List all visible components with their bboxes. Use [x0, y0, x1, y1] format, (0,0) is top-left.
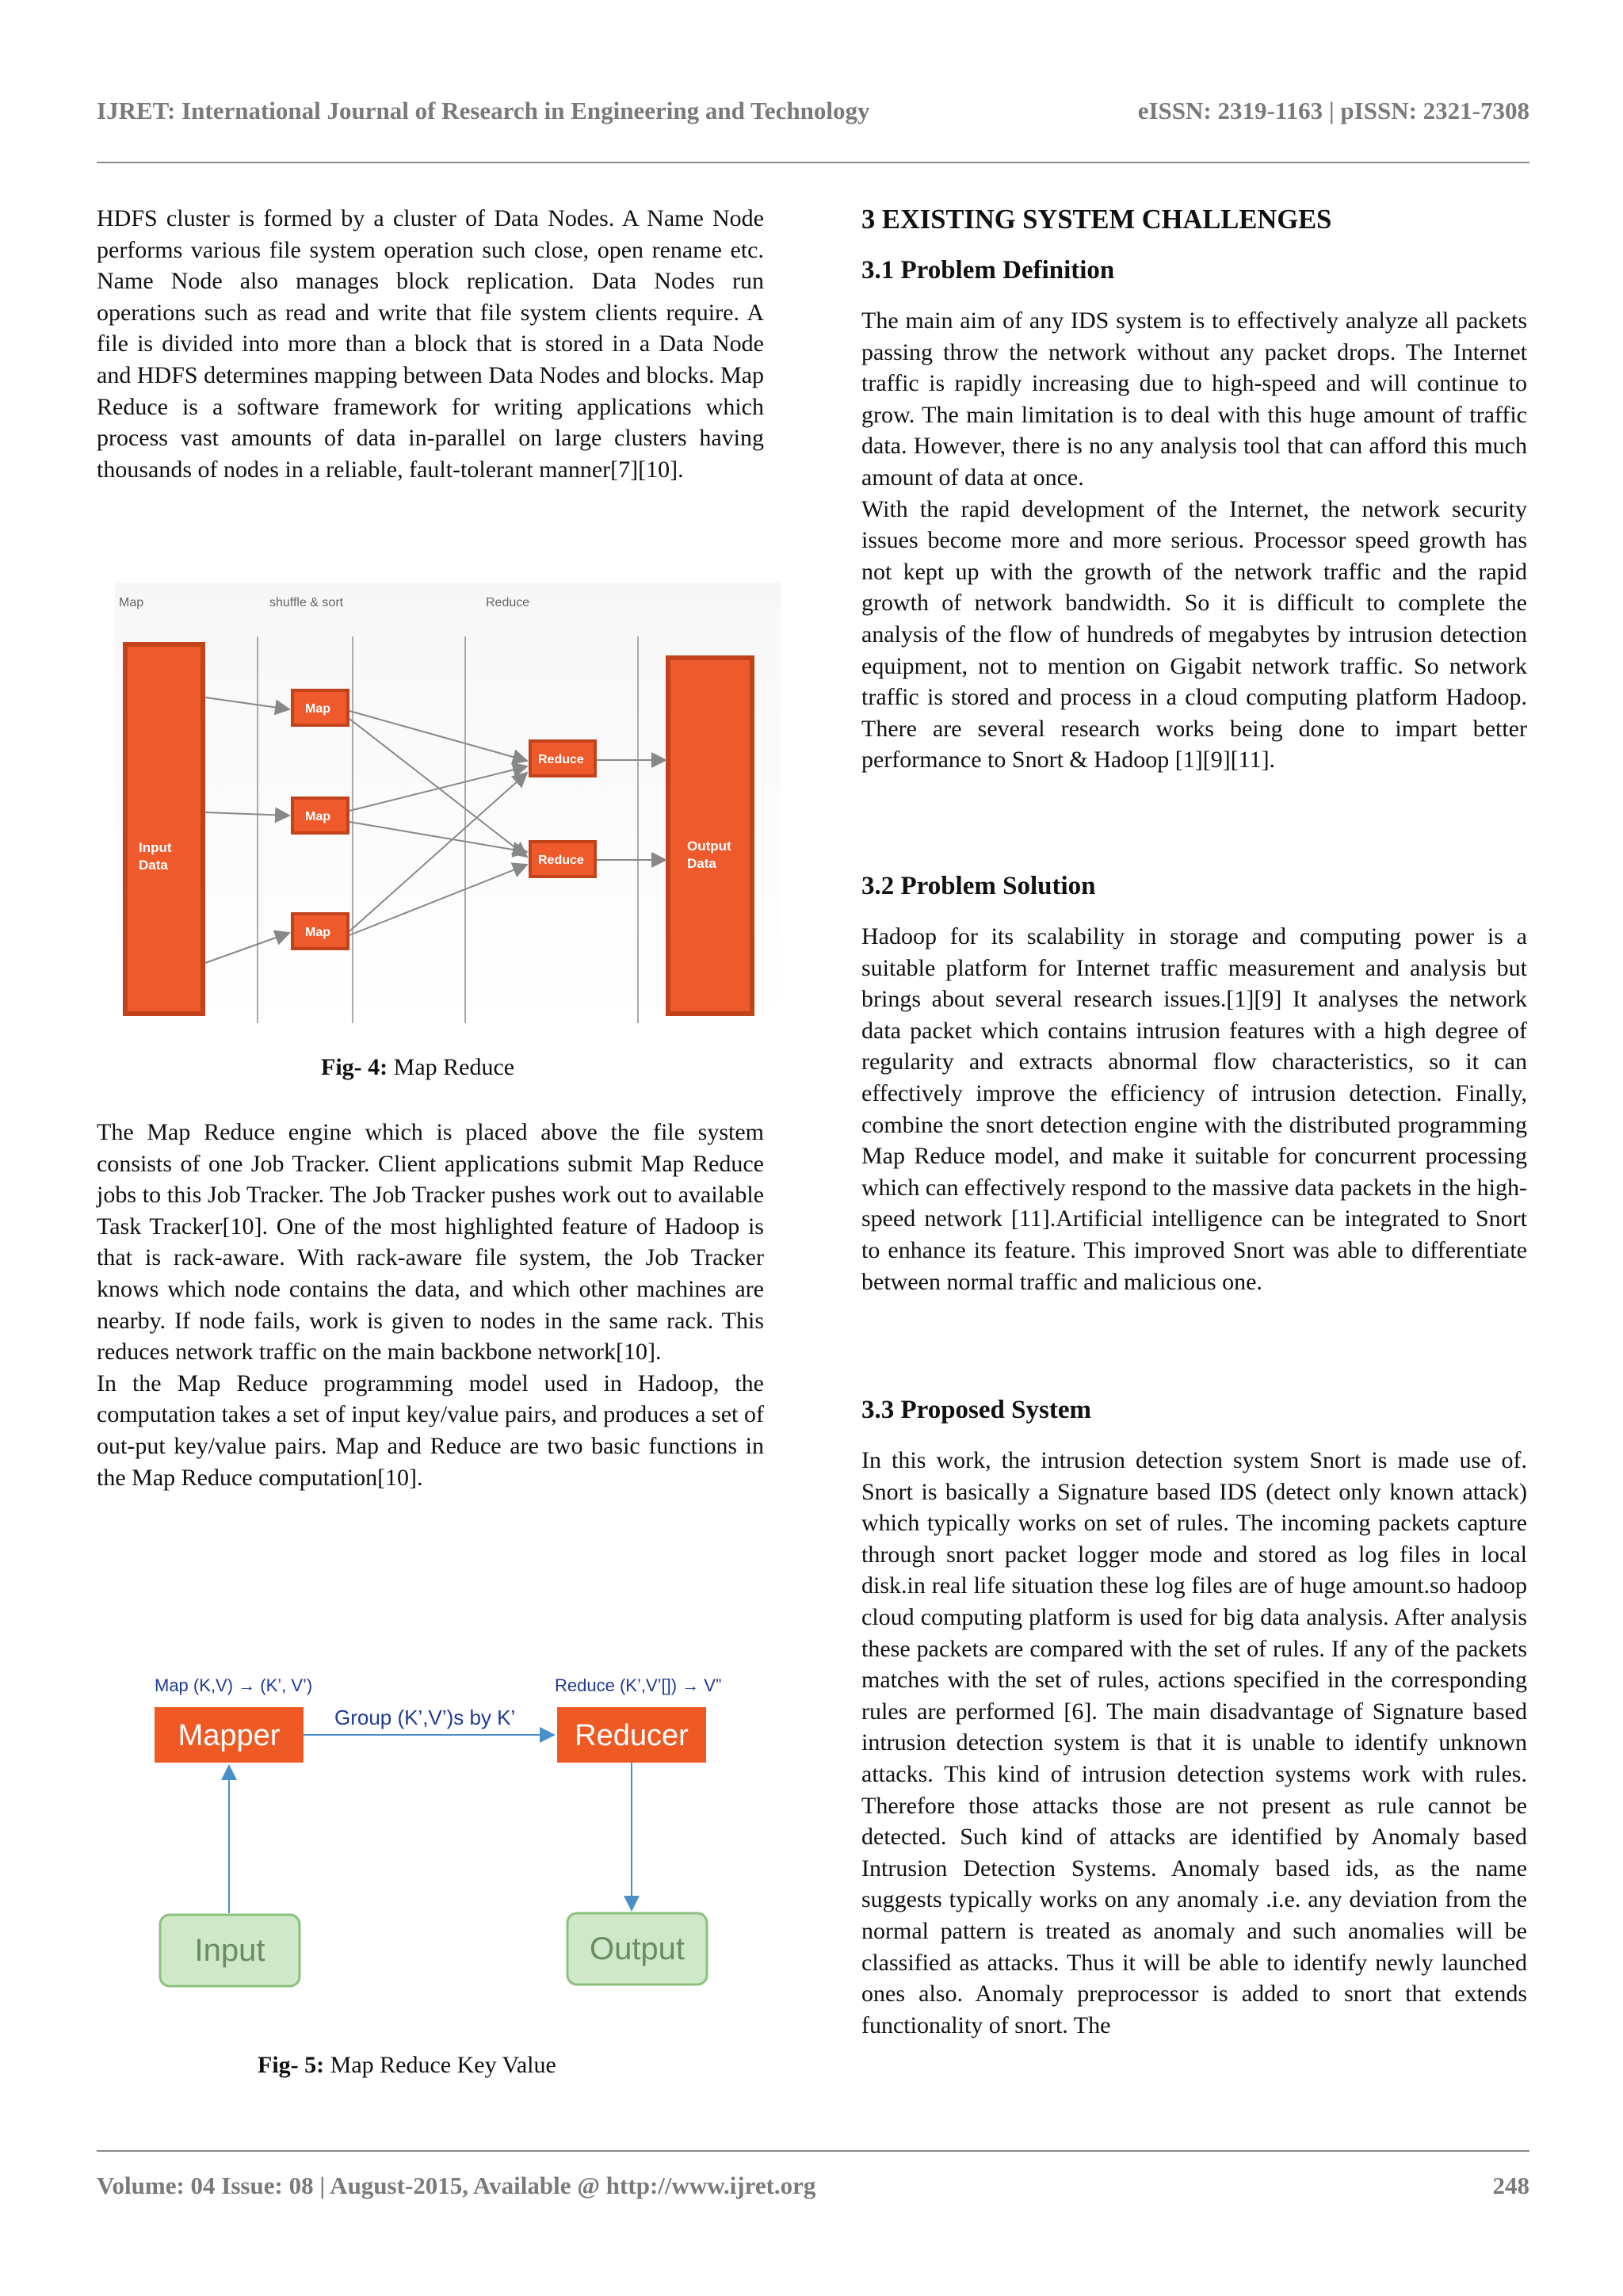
section-heading: 3 EXISTING SYSTEM CHALLENGES: [861, 204, 1332, 235]
header-rule: [97, 162, 1529, 163]
svg-text:Reduce: Reduce: [538, 753, 584, 766]
svg-text:Data: Data: [139, 858, 168, 873]
subsection-heading: 3.1 Problem Definition: [861, 256, 1115, 285]
reduce-box: [529, 739, 597, 777]
paragraph-text: The main aim of any IDS system is to effectively analyze all packets passing throw the network without any packet drops. The Internet traffic is rapidly increasing due to high-speed and will continue to grow. The main limitation is to deal with this huge amount of traffic data. However, there is no any analysis tool that can afford this much amount of data at once.: [861, 308, 1527, 491]
reduce-signature: Reduce (K’,V’[]) → V”: [555, 1675, 722, 1695]
map-box: [291, 797, 349, 835]
subsection-heading: 3.3 Proposed System: [861, 1396, 1091, 1424]
paragraph-text: HDFS cluster is formed by a cluster of Data Nodes. A Name Node performs various file system operation such close, open rename etc. Name Node also manages block replication. Data Nodes run operations such as read and write that file system clients require. A file is divided into more than a block that is stored in a Data Node and HDFS determines mapping between Data Nodes and blocks. Map Reduce is a software framework for writing applications which process vast amounts of data in-parallel on large clusters having thousands of nodes in a reliable, fault-tolerant manner[7][10].: [97, 205, 764, 483]
map-reduce-diagram: [115, 583, 781, 1026]
stage-label-map: Map: [119, 596, 144, 609]
svg-text:Output: Output: [687, 839, 731, 854]
map-box: [291, 912, 349, 950]
paragraph-text: In this work, the intrusion detection system Snort is made use of. Snort is basically a Signature based IDS (detect only known attack) which typically works on set of rules. The incoming packets capture through snort packet logger mode and stored as log files in local disk.in real life situation these log files are of huge amount.so hadoop cloud computing platform is used for big data analysis. After analysis these packets are compared with the set of rules. If any of the packets matches with the set of rules, actions specified in the corresponding rules are performed [6]. The main disadvantage of Signature based intrusion detection system is that it is unable to identify unknown attacks. This kind of intrusion detection systems work with rules. Therefore those attacks those are not present as rule cannot be detected. Such kind of attacks are identified by Anomaly based Intrusion Detection Systems. Anomaly based ids, as the name suggests typically works on any anomaly .i.e. any deviation from the normal pattern is treated as anomaly and such anomalies will be classified as attacks. Thus it will be able to identify newly launched ones also. Anomaly preprocessor is added to snort that extends functionality of snort. The: [861, 1447, 1527, 2038]
paragraph-problem-definition: [861, 305, 1527, 776]
journal-name: IJRET: International Journal of Research in Engineering and Technology: [97, 97, 870, 124]
svg-text:Output: Output: [589, 1931, 685, 1966]
mapper-box: [155, 1707, 304, 1763]
paragraph-proposed-system: [861, 1445, 1527, 2041]
paragraph-job-tracker: [97, 1117, 764, 1493]
caption-label: Fig- 4:: [321, 1054, 388, 1080]
svg-text:Data: Data: [687, 856, 716, 871]
footer-rule: [97, 2150, 1529, 2152]
figure-map-reduce: [115, 583, 781, 1026]
paragraph-text: In the Map Reduce programming model used in Hadoop, the computation takes a set of input key/value pairs, and produces a set of out-put key/value pairs. Map and Reduce are two basic functions in the Map Reduce computation[10].: [97, 1370, 764, 1491]
svg-text:Mapper: Mapper: [178, 1719, 281, 1752]
output-data-block: [666, 655, 754, 1016]
running-header: [97, 97, 1529, 136]
svg-text:Map: Map: [305, 926, 330, 939]
page-number: 248: [1492, 2172, 1529, 2199]
paragraph-text: With the rapid development of the Internet, the network security issues become more and more serious. Processor speed growth has not kept up with the growth of the network traffic and the rapid growth of network bandwidth. So it is difficult to complete the analysis of the flow of hundreds of megabytes by intrusion detection equipment, not to mention on Gigabit network traffic. So network traffic is stored and process in a cloud computing platform Hadoop. There are several research works being done to impart better performance to Snort & Hadoop [1][9][11].: [861, 495, 1527, 774]
svg-text:Reduce: Reduce: [538, 854, 584, 867]
output-box: [567, 1913, 707, 1985]
paragraph-problem-solution: [861, 921, 1527, 1297]
figure-caption: [321, 1054, 514, 1081]
stage-label-shuffle: shuffle & sort: [269, 596, 344, 609]
input-box: [160, 1915, 300, 1986]
paragraph-hdfs: [97, 203, 764, 485]
caption-text: Map Reduce: [388, 1054, 515, 1080]
map-signature: Map (K,V) → (K’, V’): [155, 1675, 313, 1695]
svg-text:Map: Map: [305, 810, 330, 823]
reduce-box: [529, 840, 597, 878]
paragraph-text: The Map Reduce engine which is placed above the file system consists of one Job Tracker. Client applications submit Map Reduce jobs to this Job Tracker. The Job Tracker pushes work out to available Task Tracker[10]. One of the most highlighted feature of Hadoop is that is rack-aware. With rack-aware file system, the Job Tracker knows which node contains the data, and which other machines are nearby. If node fails, work is given to nodes in the same rack. This reduces network traffic on the main backbone network[10].: [97, 1119, 764, 1366]
volume-info: Volume: 04 Issue: 08 | August-2015, Available @ http://www.ijret.org: [97, 2172, 816, 2199]
svg-text:Input: Input: [194, 1933, 265, 1968]
figure-caption: [258, 2052, 556, 2079]
subsection-heading: 3.2 Problem Solution: [861, 872, 1096, 900]
figure-key-value: [139, 1663, 745, 2008]
key-value-diagram: [139, 1663, 745, 2008]
map-box: [291, 689, 349, 727]
stage-label-reduce: Reduce: [486, 596, 530, 609]
paragraph-text: Hadoop for its scalability in storage and computing power is a suitable platform for Internet traffic measurement and analysis but brings about several research issues.[1][9] It analyses the network data packet which contains intrusion features with a high degree of regularity and extracts abnormal flow characteristics, so it can effectively improve the efficiency of intrusion detection. Finally, combine the snort detection engine with the distributed programming Map Reduce model, and make it suitable for concurrent processing which can effectively respond to the massive data packets in the high-speed network [11].Artificial intelligence can be integrated to Snort to enhance its feature. This improved Snort was able to differentiate between normal traffic and malicious one.: [861, 923, 1527, 1295]
reducer-box: [557, 1707, 706, 1763]
caption-label: Fig- 5:: [258, 2052, 325, 2078]
svg-text:Map: Map: [305, 702, 330, 716]
svg-text:Reducer: Reducer: [575, 1719, 689, 1752]
svg-text:Input: Input: [139, 840, 172, 855]
issn: eISSN: 2319-1163 | pISSN: 2321-7308: [1137, 97, 1529, 124]
caption-text: Map Reduce Key Value: [324, 2052, 556, 2078]
input-data-block: [123, 642, 205, 1016]
group-label: Group (K’,V’)s by K’: [334, 1706, 516, 1729]
